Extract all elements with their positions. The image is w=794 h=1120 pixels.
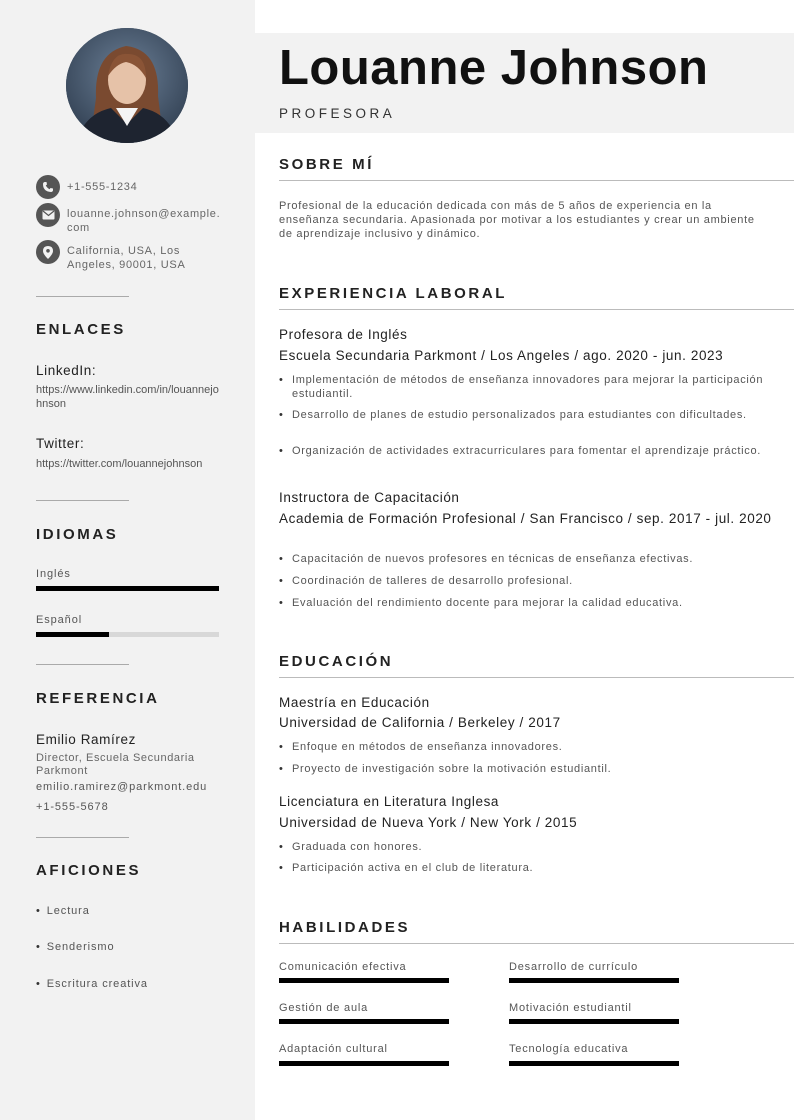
- degree-bullet: • Enfoque en métodos de enseñanza innovadores.: [279, 741, 563, 753]
- address-text: California, USA, Los Angeles, 90001, USA: [67, 245, 186, 271]
- language-level-fill: [36, 586, 219, 591]
- language-level-bar: [36, 586, 219, 591]
- hobby-item: • Lectura: [36, 905, 90, 917]
- divider: [36, 837, 129, 838]
- about-heading: SOBRE MÍ: [279, 156, 374, 173]
- full-name: Louanne Johnson: [279, 41, 709, 95]
- experience-heading: EXPERIENCIA LABORAL: [279, 285, 508, 302]
- education-heading: EDUCACIÓN: [279, 653, 394, 670]
- skill-name: Gestión de aula: [279, 1002, 369, 1014]
- job-title: Profesora de Inglés: [279, 327, 408, 342]
- reference-email[interactable]: emilio.ramirez@parkmont.edu: [36, 781, 208, 793]
- reference-name: Emilio Ramírez: [36, 732, 136, 747]
- location-pin-icon: [36, 240, 60, 264]
- job-bullet: • Capacitación de nuevos profesores en técnicas de enseñanza efectivas.: [279, 553, 694, 565]
- divider: [36, 664, 129, 665]
- section-rule: [279, 677, 794, 678]
- reference-role: Director, Escuela Secundaria Parkmont: [36, 752, 195, 777]
- hobby-item: • Escritura creativa: [36, 978, 148, 990]
- degree-title: Licenciatura en Literatura Inglesa: [279, 794, 500, 809]
- job-bullet: • Organización de actividades extracurriculares para fomentar el aprendizaje práctico.: [279, 445, 762, 457]
- language-level-bar: [36, 632, 219, 637]
- phone-text[interactable]: +1-555-1234: [67, 181, 138, 193]
- degree-subtitle: Universidad de Nueva York / New York / 2015: [279, 815, 578, 830]
- job-title: Instructora de Capacitación: [279, 490, 460, 505]
- profile-photo: [66, 28, 188, 143]
- sidebar: [0, 0, 255, 1120]
- reference-phone[interactable]: +1-555-5678: [36, 801, 109, 813]
- degree-title: Maestría en Educación: [279, 695, 430, 710]
- language-name: Español: [36, 614, 83, 626]
- twitter-label: Twitter:: [36, 436, 85, 451]
- skill-name: Motivación estudiantil: [509, 1002, 632, 1014]
- contact-address: [36, 240, 226, 272]
- language-name: Inglés: [36, 568, 71, 580]
- skill-level-bar: [509, 978, 679, 983]
- reference-heading: REFERENCIA: [36, 690, 160, 707]
- hobby-item: • Senderismo: [36, 941, 115, 953]
- contact-email: [36, 203, 226, 235]
- hobbies-heading: AFICIONES: [36, 862, 142, 879]
- about-text: Profesional de la educación dedicada con más de 5 años de experiencia en la enseñanza secundaria. Apasionada por motivar a los estudiantes y crear un ambiente de aprendizaje inclusivo y dinámico.: [279, 200, 755, 240]
- skill-level-bar: [279, 978, 449, 983]
- job-subtitle: Academia de Formación Profesional / San Francisco / sep. 2017 - jul. 2020: [279, 511, 772, 526]
- languages-heading: IDIOMAS: [36, 526, 119, 543]
- section-rule: [279, 309, 794, 310]
- email-text[interactable]: louanne.johnson@example.com: [67, 208, 221, 234]
- job-bullet: • Desarrollo de planes de estudio personalizados para estudiantes con dificultades.: [279, 409, 747, 421]
- section-rule: [279, 180, 794, 181]
- divider: [36, 500, 129, 501]
- links-heading: ENLACES: [36, 321, 126, 338]
- skill-name: Comunicación efectiva: [279, 961, 407, 973]
- job-bullet: • Implementación de métodos de enseñanza innovadores para mejorar la participación estudiantil.: [279, 374, 764, 400]
- job-role: PROFESORA: [279, 106, 396, 121]
- skill-level-bar: [279, 1019, 449, 1024]
- linkedin-label: LinkedIn:: [36, 363, 97, 378]
- skill-name: Adaptación cultural: [279, 1043, 388, 1055]
- skill-level-bar: [279, 1061, 449, 1066]
- skills-heading: HABILIDADES: [279, 919, 411, 936]
- skill-level-bar: [509, 1061, 679, 1066]
- phone-icon: [36, 175, 60, 199]
- job-bullet: • Coordinación de talleres de desarrollo profesional.: [279, 575, 573, 587]
- skill-name: Desarrollo de currículo: [509, 961, 639, 973]
- contact-phone: [36, 175, 226, 199]
- degree-bullet: • Graduada con honores.: [279, 841, 423, 853]
- divider: [36, 296, 129, 297]
- twitter-url[interactable]: https://twitter.com/louannejohnson: [36, 458, 203, 470]
- degree-bullet: • Participación activa en el club de literatura.: [279, 862, 534, 874]
- language-level-fill: [36, 632, 109, 637]
- job-subtitle: Escuela Secundaria Parkmont / Los Angeles / ago. 2020 - jun. 2023: [279, 348, 724, 363]
- email-icon: [36, 203, 60, 227]
- section-rule: [279, 943, 794, 944]
- skill-name: Tecnología educativa: [509, 1043, 629, 1055]
- job-bullet: • Evaluación del rendimiento docente para mejorar la calidad educativa.: [279, 597, 683, 609]
- degree-subtitle: Universidad de California / Berkeley / 2017: [279, 715, 561, 730]
- degree-bullet: • Proyecto de investigación sobre la motivación estudiantil.: [279, 763, 612, 775]
- skill-level-bar: [509, 1019, 679, 1024]
- linkedin-url[interactable]: https://www.linkedin.com/in/louannejohnson: [36, 384, 219, 410]
